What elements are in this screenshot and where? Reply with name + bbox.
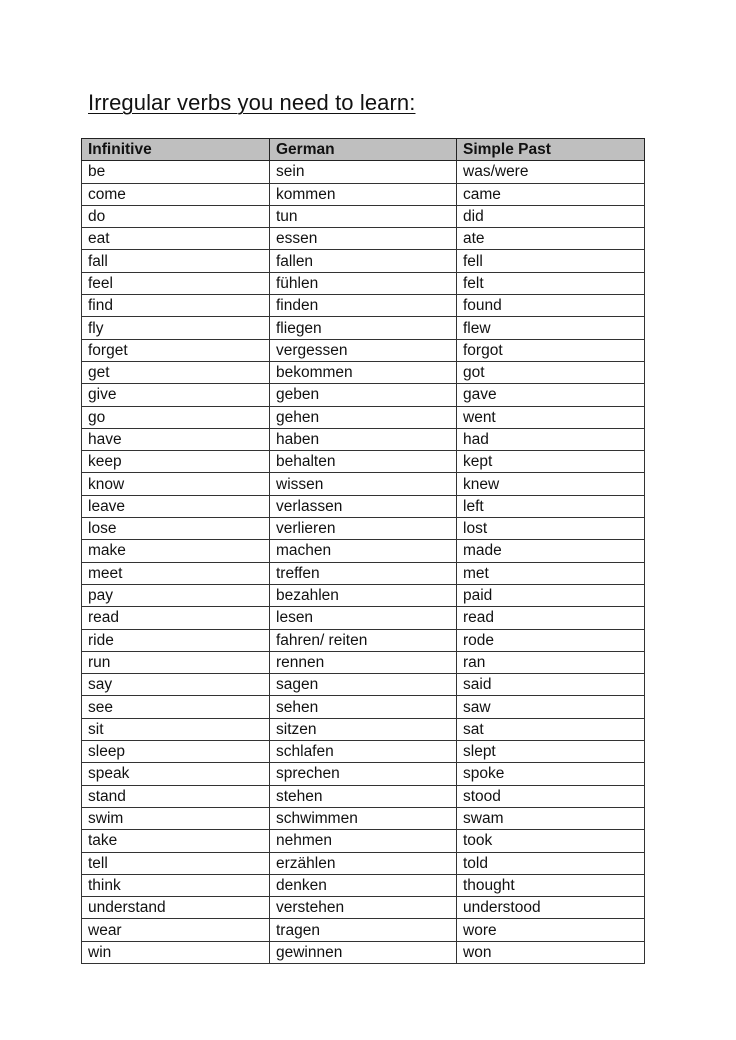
verb-table [81, 138, 645, 964]
cell-simple-past: said [457, 674, 645, 696]
cell-infinitive: leave [82, 495, 270, 517]
cell-infinitive: wear [82, 919, 270, 941]
cell-infinitive: see [82, 696, 270, 718]
cell-simple-past: gave [457, 384, 645, 406]
cell-simple-past: met [457, 562, 645, 584]
cell-german: nehmen [270, 830, 457, 852]
cell-german: fahren/ reiten [270, 629, 457, 651]
table-row [82, 941, 645, 963]
cell-simple-past: knew [457, 473, 645, 495]
cell-simple-past: told [457, 852, 645, 874]
cell-simple-past: rode [457, 629, 645, 651]
table-row [82, 562, 645, 584]
cell-simple-past: was/were [457, 161, 645, 183]
cell-infinitive: read [82, 607, 270, 629]
cell-german: geben [270, 384, 457, 406]
cell-german: bekommen [270, 361, 457, 383]
cell-german: wissen [270, 473, 457, 495]
table-row [82, 919, 645, 941]
cell-simple-past: lost [457, 518, 645, 540]
table-row [82, 607, 645, 629]
cell-infinitive: forget [82, 339, 270, 361]
table-row [82, 651, 645, 673]
cell-infinitive: speak [82, 763, 270, 785]
cell-german: essen [270, 228, 457, 250]
cell-simple-past: kept [457, 451, 645, 473]
cell-infinitive: swim [82, 807, 270, 829]
cell-simple-past: fell [457, 250, 645, 272]
cell-infinitive: go [82, 406, 270, 428]
column-header-german: German [270, 139, 457, 161]
cell-infinitive: say [82, 674, 270, 696]
cell-infinitive: feel [82, 272, 270, 294]
cell-infinitive: do [82, 205, 270, 227]
table-row [82, 741, 645, 763]
table-row [82, 540, 645, 562]
cell-german: erzählen [270, 852, 457, 874]
table-row [82, 830, 645, 852]
table-row [82, 473, 645, 495]
cell-german: schlafen [270, 741, 457, 763]
cell-infinitive: make [82, 540, 270, 562]
cell-infinitive: pay [82, 584, 270, 606]
table-row [82, 718, 645, 740]
table-row [82, 161, 645, 183]
cell-simple-past: wore [457, 919, 645, 941]
cell-german: lesen [270, 607, 457, 629]
cell-simple-past: swam [457, 807, 645, 829]
cell-infinitive: fall [82, 250, 270, 272]
cell-infinitive: have [82, 428, 270, 450]
cell-simple-past: paid [457, 584, 645, 606]
cell-infinitive: sleep [82, 741, 270, 763]
cell-simple-past: did [457, 205, 645, 227]
cell-simple-past: had [457, 428, 645, 450]
table-header-row [82, 139, 645, 161]
table-body [82, 161, 645, 964]
cell-german: sein [270, 161, 457, 183]
cell-simple-past: got [457, 361, 645, 383]
cell-simple-past: ate [457, 228, 645, 250]
table-row [82, 629, 645, 651]
table-row [82, 339, 645, 361]
table-row [82, 406, 645, 428]
cell-german: bezahlen [270, 584, 457, 606]
table-row [82, 205, 645, 227]
cell-simple-past: spoke [457, 763, 645, 785]
cell-simple-past: read [457, 607, 645, 629]
table-row [82, 361, 645, 383]
cell-infinitive: lose [82, 518, 270, 540]
cell-simple-past: took [457, 830, 645, 852]
table-row [82, 674, 645, 696]
cell-german: rennen [270, 651, 457, 673]
table-row [82, 250, 645, 272]
cell-infinitive: know [82, 473, 270, 495]
table-row [82, 451, 645, 473]
cell-infinitive: understand [82, 897, 270, 919]
table-row [82, 763, 645, 785]
cell-infinitive: fly [82, 317, 270, 339]
table-row [82, 272, 645, 294]
cell-simple-past: went [457, 406, 645, 428]
column-header-simple-past: Simple Past [457, 139, 645, 161]
cell-infinitive: keep [82, 451, 270, 473]
cell-simple-past: made [457, 540, 645, 562]
table-row [82, 428, 645, 450]
cell-german: gewinnen [270, 941, 457, 963]
cell-german: verlieren [270, 518, 457, 540]
cell-german: kommen [270, 183, 457, 205]
cell-simple-past: felt [457, 272, 645, 294]
table-row [82, 295, 645, 317]
cell-german: treffen [270, 562, 457, 584]
table-row [82, 518, 645, 540]
cell-simple-past: forgot [457, 339, 645, 361]
cell-german: fliegen [270, 317, 457, 339]
cell-infinitive: take [82, 830, 270, 852]
cell-german: behalten [270, 451, 457, 473]
cell-german: stehen [270, 785, 457, 807]
cell-simple-past: understood [457, 897, 645, 919]
cell-german: tragen [270, 919, 457, 941]
cell-simple-past: sat [457, 718, 645, 740]
table-row [82, 852, 645, 874]
column-header-infinitive: Infinitive [82, 139, 270, 161]
table-row [82, 495, 645, 517]
cell-infinitive: win [82, 941, 270, 963]
cell-simple-past: saw [457, 696, 645, 718]
cell-german: sehen [270, 696, 457, 718]
cell-infinitive: think [82, 874, 270, 896]
cell-german: gehen [270, 406, 457, 428]
cell-infinitive: ride [82, 629, 270, 651]
table-row [82, 874, 645, 896]
cell-infinitive: find [82, 295, 270, 317]
table-row [82, 228, 645, 250]
cell-german: sagen [270, 674, 457, 696]
cell-german: fallen [270, 250, 457, 272]
table-row [82, 785, 645, 807]
cell-simple-past: slept [457, 741, 645, 763]
cell-infinitive: run [82, 651, 270, 673]
cell-german: denken [270, 874, 457, 896]
cell-german: fühlen [270, 272, 457, 294]
cell-german: finden [270, 295, 457, 317]
cell-german: verstehen [270, 897, 457, 919]
table-row [82, 807, 645, 829]
table-row [82, 897, 645, 919]
cell-infinitive: get [82, 361, 270, 383]
cell-infinitive: be [82, 161, 270, 183]
table-row [82, 384, 645, 406]
cell-infinitive: give [82, 384, 270, 406]
table-row [82, 584, 645, 606]
cell-german: sitzen [270, 718, 457, 740]
cell-german: verlassen [270, 495, 457, 517]
cell-german: sprechen [270, 763, 457, 785]
cell-german: vergessen [270, 339, 457, 361]
cell-simple-past: flew [457, 317, 645, 339]
table-row [82, 317, 645, 339]
cell-infinitive: come [82, 183, 270, 205]
table-row [82, 696, 645, 718]
cell-simple-past: stood [457, 785, 645, 807]
cell-german: tun [270, 205, 457, 227]
cell-simple-past: came [457, 183, 645, 205]
cell-simple-past: won [457, 941, 645, 963]
cell-simple-past: thought [457, 874, 645, 896]
cell-infinitive: tell [82, 852, 270, 874]
cell-simple-past: found [457, 295, 645, 317]
cell-simple-past: ran [457, 651, 645, 673]
cell-german: schwimmen [270, 807, 457, 829]
cell-infinitive: eat [82, 228, 270, 250]
page-title: Irregular verbs you need to learn: [88, 90, 416, 115]
cell-infinitive: sit [82, 718, 270, 740]
cell-german: haben [270, 428, 457, 450]
cell-infinitive: stand [82, 785, 270, 807]
cell-simple-past: left [457, 495, 645, 517]
cell-german: machen [270, 540, 457, 562]
cell-infinitive: meet [82, 562, 270, 584]
table-row [82, 183, 645, 205]
